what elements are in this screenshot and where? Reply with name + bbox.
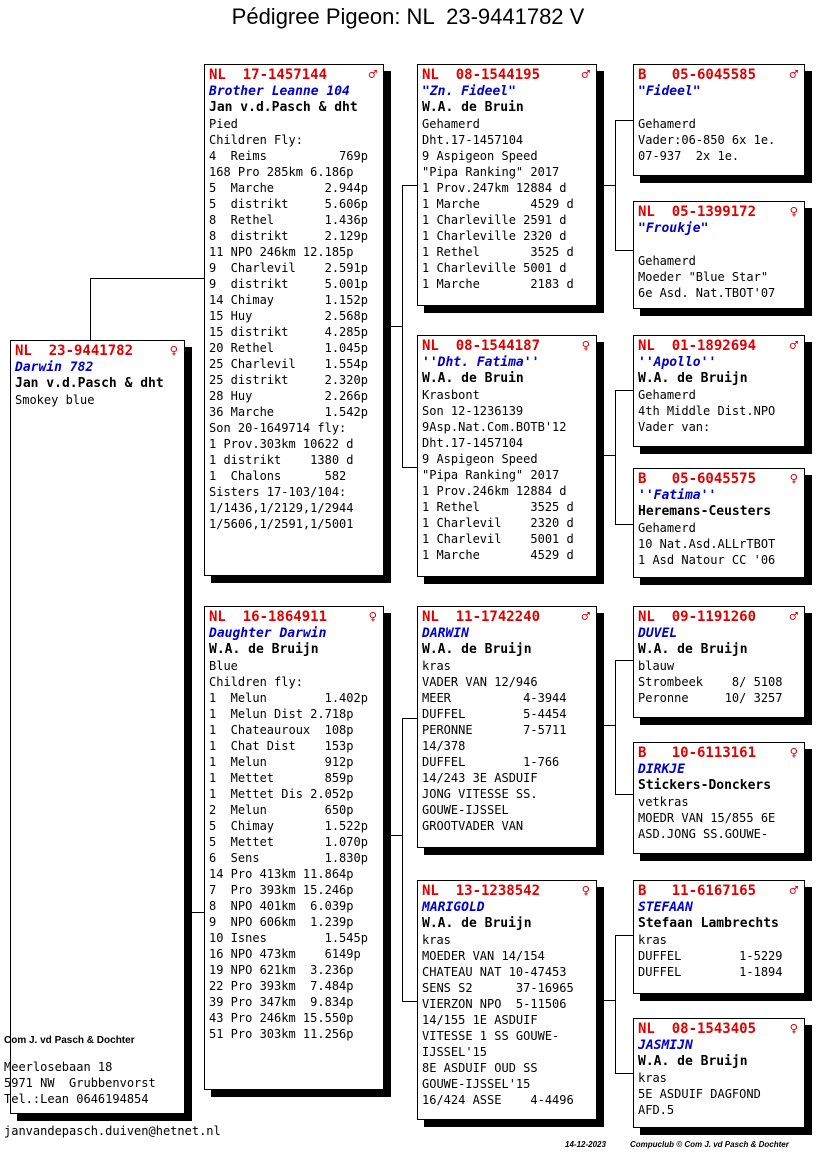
pigeon-name: ''Fatima'' <box>638 488 717 503</box>
info-line: 25 Charlevil 1.554p <box>209 357 368 371</box>
info-line: GROOTVADER VAN <box>422 819 524 833</box>
breeder-name: W.A. de Bruijn <box>638 1054 748 1069</box>
breeder-name: Jan v.d.Pasch & dht <box>209 100 358 115</box>
info-line: 1/1436,1/2129,1/2944 <box>209 501 354 515</box>
female-icon: ♀ <box>789 1021 798 1037</box>
info-line: Gehamerd <box>638 117 696 131</box>
info-line: GOUWE-IJSSEL'15 <box>422 1077 531 1091</box>
female-icon: ♀ <box>581 338 590 354</box>
pigeon-name: DUVEL <box>638 626 678 641</box>
info-line: 36 Marche 1.542p <box>209 405 368 419</box>
info-line: blauw <box>638 659 675 673</box>
info-line: "Pipa Ranking" 2017 <box>422 165 560 179</box>
breeder-name: Jan v.d.Pasch & dht <box>15 376 164 391</box>
info-line: Son 20-1649714 fly: <box>209 421 347 435</box>
pigeon-name: DIRKJE <box>638 762 685 777</box>
pigeon-name: "Froukje" <box>638 221 709 236</box>
info-line: 5 distrikt 5.606p <box>209 197 368 211</box>
info-line: 1 Charleville 2320 d <box>422 229 567 243</box>
info-line: Son 12-1236139 <box>422 404 524 418</box>
page-title: Pédigree Pigeon: NL 23-9441782 V <box>231 4 585 29</box>
pedigree-card-ggp-2 <box>633 201 805 309</box>
male-icon: ♂ <box>368 67 377 83</box>
info-line: VADER VAN 12/946 <box>422 675 538 689</box>
info-line: vetkras <box>638 795 689 809</box>
info-line: 1 Chat Dist 153p <box>209 739 354 753</box>
female-icon: ♀ <box>169 343 178 359</box>
info-line: 1 Marche 2183 d <box>422 277 574 291</box>
info-line: 1 Marche 4529 d <box>422 548 574 562</box>
info-line: 1 Prov.303km 10622 d <box>209 437 354 451</box>
male-icon: ♂ <box>581 67 590 83</box>
info-line: kras <box>422 933 451 947</box>
pedigree-card-dam-sire <box>417 606 597 848</box>
female-icon: ♀ <box>789 471 798 487</box>
address-line-1: Meerlosebaan 18 <box>4 1060 113 1074</box>
info-line: 1 Rethel 3525 d <box>422 500 574 514</box>
info-line: DUFFEL 5-4454 <box>422 707 567 721</box>
breeder-name: W.A. de Bruin <box>422 371 524 386</box>
info-line: 9 distrikt 5.001p <box>209 277 368 291</box>
pigeon-name: ''Dht. Fatima'' <box>422 355 540 370</box>
info-line: 10 Nat.Asd.ALLrTBOT <box>638 537 776 551</box>
info-line: 14/378 <box>422 739 466 753</box>
pigeon-name: STEFAAN <box>638 900 693 915</box>
ring-number: NL 01-1892694 <box>638 338 757 354</box>
info-line: CHATEAU NAT 10-47453 <box>422 965 567 979</box>
info-line: 43 Pro 246km 15.550p <box>209 1011 354 1025</box>
software-credit: Compuclub © Com J. vd Pasch & Dochter <box>630 1140 789 1149</box>
info-line: 1 distrikt 1380 d <box>209 453 354 467</box>
info-line: 8 distrikt 2.129p <box>209 229 368 243</box>
info-line: IJSSEL'15 <box>422 1045 488 1059</box>
info-line: 10 Isnes 1.545p <box>209 931 368 945</box>
info-line: 1 Prov.246km 12884 d <box>422 484 567 498</box>
phone-number: Tel.:Lean 0646194854 <box>4 1092 149 1106</box>
info-line: 168 Pro 285km 6.186p <box>209 165 354 179</box>
info-line: Dht.17-1457104 <box>422 133 524 147</box>
info-line: Gehamerd <box>638 254 696 268</box>
info-line: Children fly: <box>209 675 303 689</box>
female-icon: ♀ <box>581 883 590 899</box>
address-line-2: 5971 NW Grubbenvorst <box>4 1076 156 1090</box>
info-line: 28 Huy 2.266p <box>209 389 368 403</box>
pedigree-card-dam <box>204 606 384 1090</box>
info-line: 1 Asd Natour CC '06 <box>638 553 776 567</box>
pigeon-name: MARIGOLD <box>422 900 485 915</box>
pigeon-name: ''Apollo'' <box>638 355 717 370</box>
info-line: Gehamerd <box>422 117 480 131</box>
info-line: DUFFEL 1-766 <box>422 755 560 769</box>
info-line: kras <box>422 659 451 673</box>
info-line: ASD.JONG SS.GOUWE- <box>638 827 769 841</box>
male-icon: ♂ <box>789 883 798 899</box>
breeder-name: W.A. de Bruijn <box>638 371 748 386</box>
ring-number: NL 05-1399172 <box>638 204 757 220</box>
info-line: 1 Chalons 582 <box>209 469 347 483</box>
info-line: MEER 4-3944 <box>422 691 567 705</box>
info-line: Vader van: <box>638 420 711 434</box>
breeder-name: W.A. de Bruijn <box>422 916 532 931</box>
breeder-name: Heremans-Ceusters <box>638 504 772 519</box>
info-line: Pied <box>209 117 238 131</box>
info-line: Dht.17-1457104 <box>422 436 524 450</box>
info-line: 1 Prov.247km 12884 d <box>422 181 567 195</box>
info-line: 16/424 ASSE 4-4496 <box>422 1093 574 1107</box>
breeder-name: Stickers-Donckers <box>638 778 772 793</box>
pedigree-card-ggp-1 <box>633 64 805 176</box>
male-icon: ♂ <box>789 67 798 83</box>
info-line: 19 NPO 621km 3.236p <box>209 963 354 977</box>
info-line: 5 Marche 2.944p <box>209 181 368 195</box>
info-line: Vader:06-850 6x 1e. <box>638 133 776 147</box>
info-line: kras <box>638 1071 667 1085</box>
pedigree-card-ggp-3 <box>633 335 805 447</box>
info-line: Moeder "Blue Star" <box>638 270 769 284</box>
male-icon: ♂ <box>789 609 798 625</box>
pedigree-card-sire <box>204 64 384 576</box>
print-date: 14-12-2023 <box>565 1140 606 1149</box>
info-line: 1/5606,1/2591,1/5001 <box>209 517 354 531</box>
ring-number: NL 17-1457144 <box>209 67 328 83</box>
info-line: 1 Charlevil 5001 d <box>422 532 574 546</box>
male-icon: ♂ <box>581 609 590 625</box>
breeder-name: W.A. de Bruijn <box>209 642 319 657</box>
info-line: MOEDER VAN 14/154 <box>422 949 545 963</box>
info-line: 16 NPO 473km 6149p <box>209 947 361 961</box>
info-line: SENS S2 37-16965 <box>422 981 574 995</box>
info-line: 5 Mettet 1.070p <box>209 835 368 849</box>
pedigree-card-ggp-8 <box>633 1018 805 1128</box>
info-line: 39 Pro 347km 9.834p <box>209 995 354 1009</box>
pigeon-name: DARWIN <box>422 626 469 641</box>
info-line: Blue <box>209 659 238 673</box>
info-line: Children Fly: <box>209 133 303 147</box>
info-line: MOEDR VAN 15/855 6E <box>638 811 776 825</box>
ring-number: NL 11-1742240 <box>422 609 541 625</box>
info-line: PERONNE 7-5711 <box>422 723 567 737</box>
info-line: Krasbont <box>422 388 480 402</box>
ring-number: B 05-6045585 <box>638 67 757 83</box>
ring-number: NL 08-1544187 <box>422 338 541 354</box>
info-line: 6 Sens 1.830p <box>209 851 368 865</box>
info-line: "Pipa Ranking" 2017 <box>422 468 560 482</box>
info-line: 14/243 3E ASDUIF <box>422 771 538 785</box>
pedigree-card-ggp-4 <box>633 468 805 578</box>
info-line: 5E ASDUIF DAGFOND <box>638 1087 761 1101</box>
info-line: 25 distrikt 2.320p <box>209 373 368 387</box>
info-line: 1 Charlevil 2320 d <box>422 516 574 530</box>
info-line: 15 Huy 2.568p <box>209 309 368 323</box>
email-address: janvandepasch.duiven@hetnet.nl <box>4 1124 221 1138</box>
ring-number: B 10-6113161 <box>638 745 757 761</box>
info-line: Smokey blue <box>15 393 95 407</box>
pigeon-name: "Fideel" <box>638 84 701 99</box>
info-line: VIERZON NPO 5-11506 <box>422 997 567 1011</box>
pigeon-name: Daughter Darwin <box>209 626 327 641</box>
info-line: 9 Aspigeon Speed <box>422 149 538 163</box>
ring-number: B 11-6167165 <box>638 883 757 899</box>
pedigree-card-sire-sire <box>417 64 597 306</box>
info-line: 1 Charleville 2591 d <box>422 213 567 227</box>
info-line: 11 NPO 246km 12.185p <box>209 245 354 259</box>
pedigree-card-subject <box>10 340 185 1114</box>
info-line: Gehamerd <box>638 521 696 535</box>
pedigree-card-sire-dam <box>417 335 597 577</box>
info-line: 14/155 1E ASDUIF <box>422 1013 538 1027</box>
info-line: 8E ASDUIF OUD SS <box>422 1061 538 1075</box>
info-line: 1 Chateauroux 108p <box>209 723 354 737</box>
club-name: Com J. vd Pasch & Dochter <box>4 1035 135 1046</box>
info-line: GOUWE-IJSSEL <box>422 803 509 817</box>
info-line: 1 Melun 1.402p <box>209 691 368 705</box>
info-line: 51 Pro 303km 11.256p <box>209 1027 354 1041</box>
info-line: 1 Marche 4529 d <box>422 197 574 211</box>
info-line: 07-937 2x 1e. <box>638 149 740 163</box>
info-line: JONG VITESSE SS. <box>422 787 538 801</box>
female-icon: ♀ <box>368 609 377 625</box>
info-line: 22 Pro 393km 7.484p <box>209 979 354 993</box>
pigeon-name: "Zn. Fideel" <box>422 84 516 99</box>
info-line: 1 Rethel 3525 d <box>422 245 574 259</box>
info-line: 9 NPO 606km 1.239p <box>209 915 354 929</box>
info-line: 15 distrikt 4.285p <box>209 325 368 339</box>
info-line: Peronne 10/ 3257 <box>638 691 783 705</box>
info-line: 4th Middle Dist.NPO <box>638 404 776 418</box>
breeder-name: W.A. de Bruin <box>422 100 524 115</box>
info-line: DUFFEL 1-1894 <box>638 965 783 979</box>
pedigree-card-ggp-6 <box>633 742 805 854</box>
ring-number: NL 09-1191260 <box>638 609 757 625</box>
info-line: 9Asp.Nat.Com.BOTB'12 <box>422 420 567 434</box>
info-line: 1 Melun Dist 2.718p <box>209 707 354 721</box>
breeder-name: W.A. de Bruijn <box>638 642 748 657</box>
pigeon-name: Darwin 782 <box>15 360 94 375</box>
info-line: Gehamerd <box>638 388 696 402</box>
breeder-name: W.A. de Bruijn <box>422 642 532 657</box>
breeder-name <box>638 100 804 116</box>
info-line: 14 Chimay 1.152p <box>209 293 368 307</box>
info-line: 9 Aspigeon Speed <box>422 452 538 466</box>
info-line: 1 Mettet 859p <box>209 771 354 785</box>
breeder-name: Stefaan Lambrechts <box>638 916 779 931</box>
info-line: 2 Melun 650p <box>209 803 354 817</box>
info-line: VITESSE 1 SS GOUWE- <box>422 1029 560 1043</box>
info-line: 1 Charleville 5001 d <box>422 261 567 275</box>
info-line: 7 Pro 393km 15.246p <box>209 883 354 897</box>
ring-number: NL 23-9441782 <box>15 343 134 359</box>
ring-number: NL 13-1238542 <box>422 883 541 899</box>
breeder-name <box>638 237 804 253</box>
ring-number: B 05-6045575 <box>638 471 757 487</box>
pigeon-name: JASMIJN <box>638 1038 693 1053</box>
info-line: AFD.5 <box>638 1103 675 1117</box>
info-line: 8 Rethel 1.436p <box>209 213 368 227</box>
info-line: Sisters 17-103/104: <box>209 485 347 499</box>
info-line: 1 Mettet Dis 2.052p <box>209 787 354 801</box>
pedigree-card-dam-dam <box>417 880 597 1120</box>
info-line: 6e Asd. Nat.TBOT'07 <box>638 286 776 300</box>
female-icon: ♀ <box>789 745 798 761</box>
male-icon: ♂ <box>789 338 798 354</box>
ring-number: NL 08-1543405 <box>638 1021 757 1037</box>
female-icon: ♀ <box>789 204 798 220</box>
info-line: 5 Chimay 1.522p <box>209 819 368 833</box>
info-line: 14 Pro 413km 11.864p <box>209 867 354 881</box>
ring-number: NL 08-1544195 <box>422 67 541 83</box>
pigeon-name: Brother Leanne 104 <box>209 84 350 99</box>
info-line: 4 Reims 769p <box>209 149 368 163</box>
pedigree-card-ggp-7 <box>633 880 805 994</box>
info-line: 1 Melun 912p <box>209 755 354 769</box>
pedigree-card-ggp-5 <box>633 606 805 718</box>
ring-number: NL 16-1864911 <box>209 609 328 625</box>
info-line: 9 Charlevil 2.591p <box>209 261 368 275</box>
info-line: 8 NPO 401km 6.039p <box>209 899 354 913</box>
info-line: DUFFEL 1-5229 <box>638 949 783 963</box>
info-line: 20 Rethel 1.045p <box>209 341 368 355</box>
info-line: Strombeek 8/ 5108 <box>638 675 783 689</box>
info-line: kras <box>638 933 667 947</box>
